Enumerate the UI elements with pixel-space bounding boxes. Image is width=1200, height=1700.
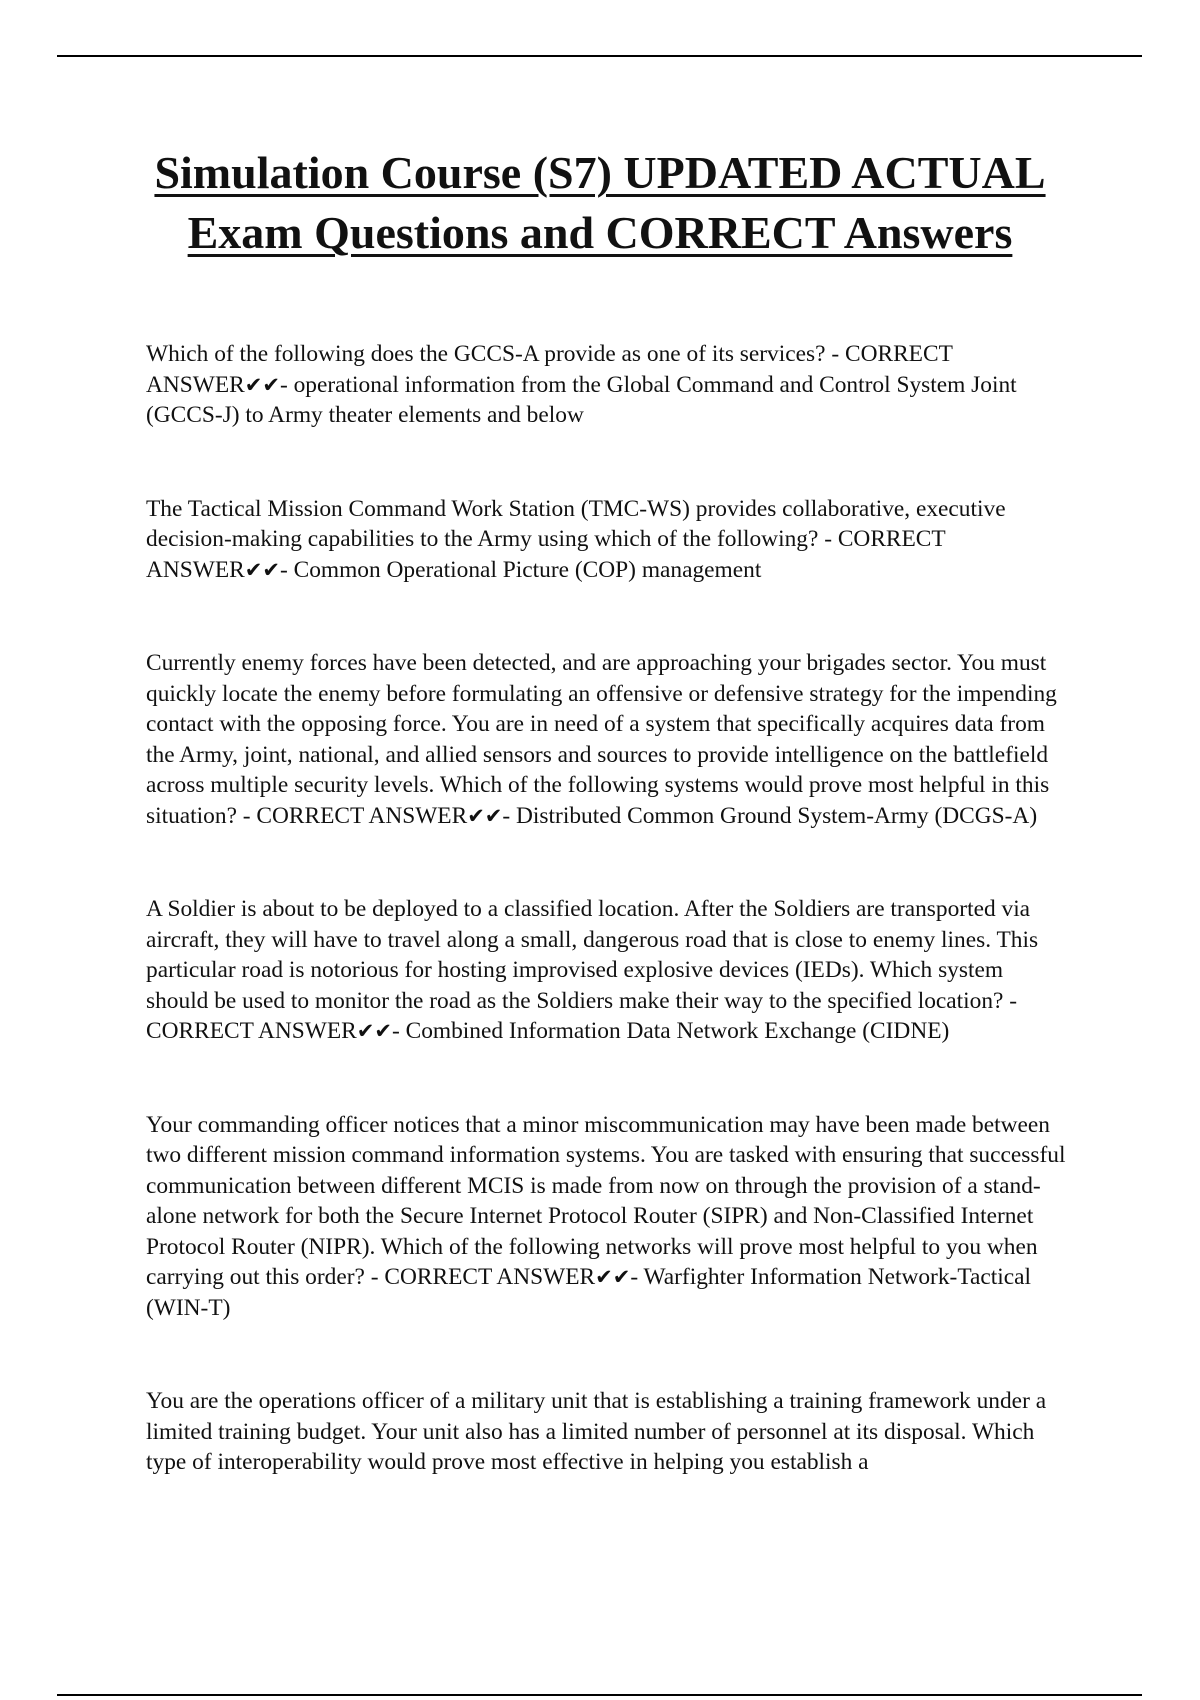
qa-item-6	[146, 1386, 1066, 1478]
double-check-icon: ✔✔	[467, 803, 503, 828]
double-check-icon: ✔✔	[356, 1019, 392, 1043]
double-check-icon: ✔✔	[244, 557, 280, 582]
top-rule	[57, 55, 1142, 57]
question-text: Your commanding officer notices that a minor miscommunication may have been made between two different mission command information systems. You are tasked with ensuring that successful communication between different MCIS is made from now on through the provision of a stand-alone network for both the Secure Internet Protocol Router (SIPR) and Non-Classified Internet Protocol Router (NIPR). Which of the following networks will prove most helpful to you when carrying out this order? - CORRECT ANSWER	[146, 1111, 1066, 1290]
answer-text: - operational information from the Global Command and Control System Joint (GCCS-J) to Army theater elements and below	[146, 371, 1017, 428]
qa-item-2	[146, 494, 1066, 586]
question-text: A Soldier is about to be deployed to a classified location. After the Soldiers are transported via aircraft, they will have to travel along a small, dangerous road that is close to enemy lines. This particular road is notorious for hosting improvised explosive devices (IEDs). Which system should be used to monitor the road as the Soldiers make their way to the specified location? - CORRECT ANSWER	[146, 896, 1039, 1044]
document-title: Simulation Course (S7) UPDATED ACTUAL Exam Questions and CORRECT Answers	[154, 147, 1046, 258]
answer-text: - Combined Information Data Network Exchange (CIDNE)	[391, 1018, 950, 1044]
qa-item-3	[146, 648, 1066, 831]
qa-item-1	[146, 339, 1066, 431]
question-text: Which of the following does the GCCS-A provide as one of its services? - CORRECT ANSWER	[146, 341, 953, 398]
question-text: The Tactical Mission Command Work Station (TMC-WS) provides collaborative, executive decision-making capabilities to the Army using which of the following? - CORRECT ANSWER	[146, 495, 1006, 583]
double-check-icon: ✔✔	[595, 1265, 631, 1289]
bottom-rule	[57, 1694, 1142, 1696]
qa-item-4	[146, 894, 1066, 1047]
qa-item-5	[146, 1110, 1066, 1324]
answer-text: - Common Operational Picture (COP) management	[279, 556, 762, 583]
question-text: Currently enemy forces have been detected, and are approaching your brigades sector. You must quickly locate the enemy before formulating an offensive or defensive strategy for the impending contact with the opposing force. You are in need of a system that specifically acquires data from the Army, joint, national, and allied sensors and sources to provide intelligence on the battlefield across multiple security levels. Which of the following systems would prove most helpful in this situation? - CORRECT ANSWER	[146, 650, 1057, 829]
question-text: You are the operations officer of a military unit that is establishing a training framework under a limited training budget. Your unit also has a limited number of personnel at its disposal. Which type of interoperability would prove most effective in helping you establish a	[146, 1388, 1047, 1475]
double-check-icon: ✔✔	[244, 372, 280, 397]
answer-text: - Warfighter Information Network-Tactical (WIN-T)	[146, 1264, 1032, 1321]
answer-text: - Distributed Common Ground System-Army (DCGS-A)	[502, 802, 1038, 829]
qa-list	[146, 339, 1066, 1478]
